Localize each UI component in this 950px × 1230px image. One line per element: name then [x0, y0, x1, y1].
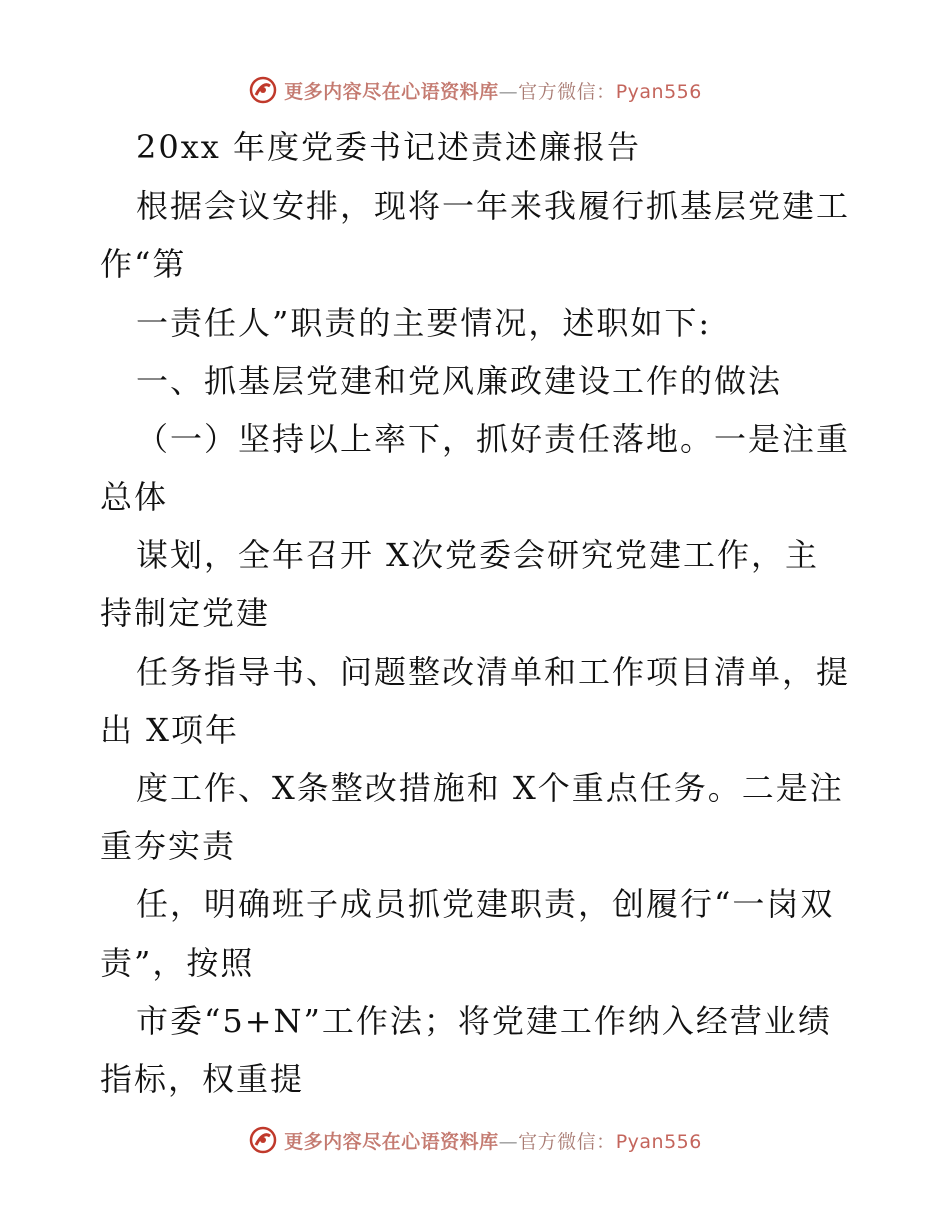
watermark-wechat-id: Pyan556	[615, 80, 702, 103]
watermark-wechat-label: 官方微信：	[518, 80, 616, 103]
footer-watermark	[0, 1122, 950, 1158]
section-heading: 一、抓基层党建和党风廉政建设工作的做法	[136, 362, 783, 400]
paragraph-line: 重夯实责	[100, 827, 237, 865]
watermark-wechat-label: 官方微信：	[518, 1130, 616, 1153]
paragraph-line: 出 X项年	[100, 711, 239, 749]
paragraph-line: 度工作、X条整改措施和 X个重点任务。二是注	[136, 769, 844, 807]
paragraph-line: 一责任人”职责的主要情况，述职如下:	[136, 304, 712, 342]
paragraph-line: 指标，权重提	[100, 1060, 305, 1098]
paragraph-line: 持制定党建	[100, 594, 271, 632]
paragraph-line: （一）坚持以上率下，抓好责任落地。一是注重	[136, 420, 851, 458]
library-logo-icon	[248, 75, 278, 105]
library-logo-icon	[248, 1125, 278, 1155]
paragraph-line: 任，明确班子成员抓党建职责，创履行“一岗双	[136, 885, 835, 923]
paragraph-line: 市委“5+N”工作法；将党建工作纳入经营业绩	[136, 1002, 832, 1040]
watermark-separator: —	[498, 1130, 519, 1153]
paragraph-line: 任务指导书、问题整改清单和工作项目清单，提	[136, 653, 851, 691]
paragraph-line: 总体	[100, 478, 169, 516]
watermark-main-text: 更多内容尽在心语资料库	[284, 80, 499, 103]
paragraph-line: 根据会议安排，现将一年来我履行抓基层党建工	[136, 187, 851, 225]
header-watermark	[0, 72, 950, 108]
watermark-wechat-id: Pyan556	[615, 1130, 702, 1153]
watermark-separator: —	[498, 80, 519, 103]
paragraph-line: 责”，按照	[100, 944, 255, 982]
paragraph-line: 作“第	[100, 245, 187, 283]
watermark-main-text: 更多内容尽在心语资料库	[284, 1130, 499, 1153]
paragraph-line: 谋划，全年召开 X次党委会研究党建工作，主	[136, 536, 819, 574]
document-title: 20xx 年度党委书记述责述廉报告	[136, 128, 641, 166]
